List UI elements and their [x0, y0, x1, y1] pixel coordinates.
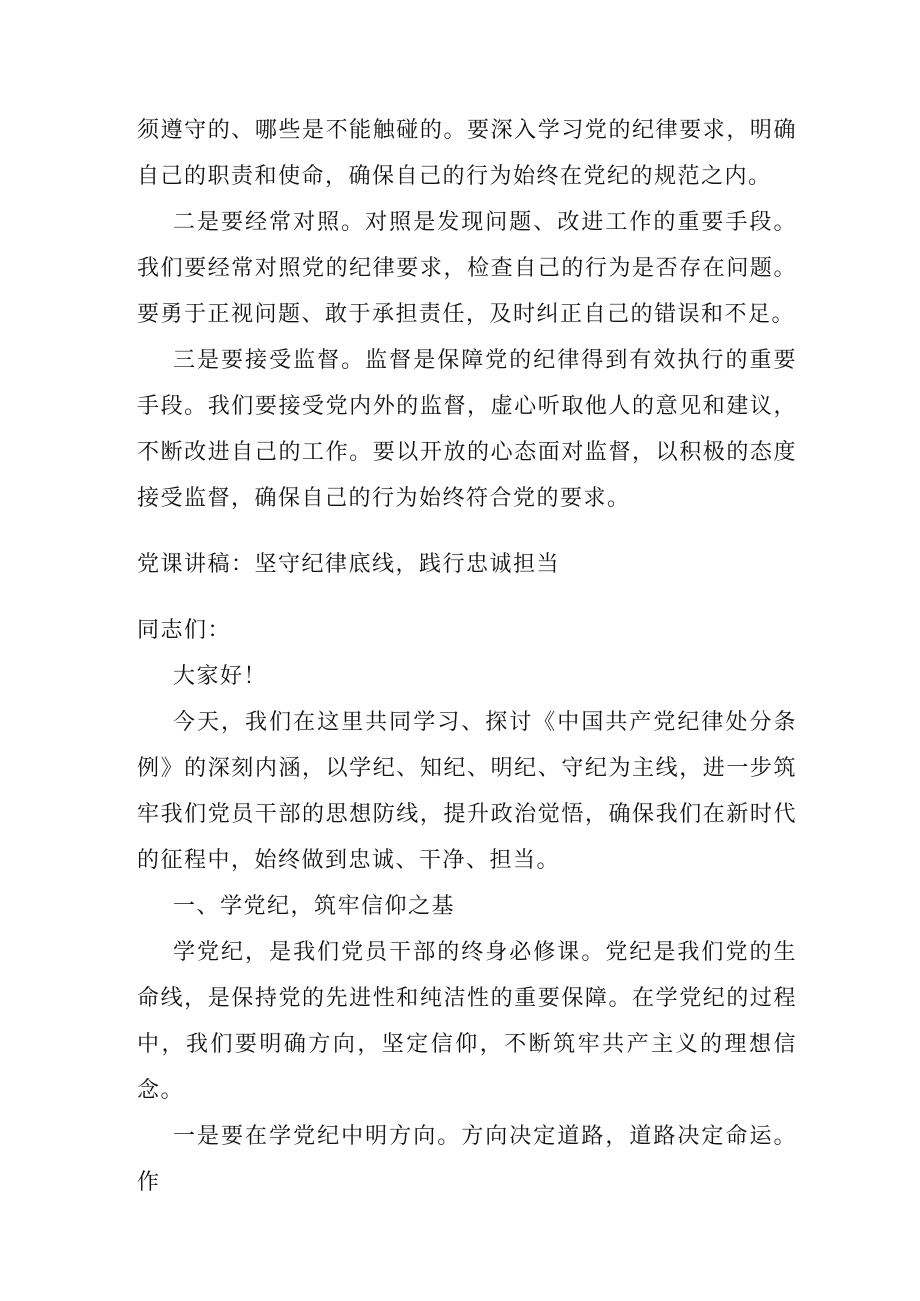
paragraph-intro: 今天，我们在这里共同学习、探讨《中国共产党纪律处分条例》的深刻内涵，以学纪、知纪、明纪、守纪为主线，进一步筑牢我们党员干部的思想防线，提升政治觉悟，确保我们在新时代的征程中，始终做到忠诚、干净、担当。: [137, 710, 797, 873]
paragraph-section-1: 学党纪，是我们党员干部的终身必修课。党纪是我们党的生命线，是保持党的先进性和纯洁性的重要保障。在学党纪的过程中，我们要明确方向，坚定信仰，不断筑牢共产主义的理想信念。: [137, 940, 797, 1103]
section-heading-1: 一、学党纪，筑牢信仰之基: [173, 894, 456, 919]
paragraph-3: 三是要接受监督。监督是保障党的纪律得到有效执行的重要手段。我们要接受党内外的监督，虚心听取他人的意见和建议，不断改进自己的工作。要以开放的心态面对监督，以积极的态度接受监督，确保自己的行为始终符合党的要求。: [137, 348, 797, 511]
salutation: 同志们：: [137, 618, 232, 643]
greeting: 大家好！: [173, 664, 268, 689]
document-body: [137, 108, 797, 1206]
paragraph-2: 二是要经常对照。对照是发现问题、改进工作的重要手段。我们要经常对照党的纪律要求，检查自己的行为是否存在问题。要勇于正视问题、敢于承担责任，及时纠正自己的错误和不足。: [137, 210, 797, 327]
lecture-title: 党课讲稿：坚守纪律底线，践行忠诚担当: [137, 552, 561, 577]
paragraph-section-1-point-1: 一是要在学党纪中明方向。方向决定道路，道路决定命运。作: [137, 1124, 797, 1195]
paragraph-1: 须遵守的、哪些是不能触碰的。要深入学习党的纪律要求，明确自己的职责和使命，确保自己的行为始终在党纪的规范之内。: [137, 118, 797, 189]
